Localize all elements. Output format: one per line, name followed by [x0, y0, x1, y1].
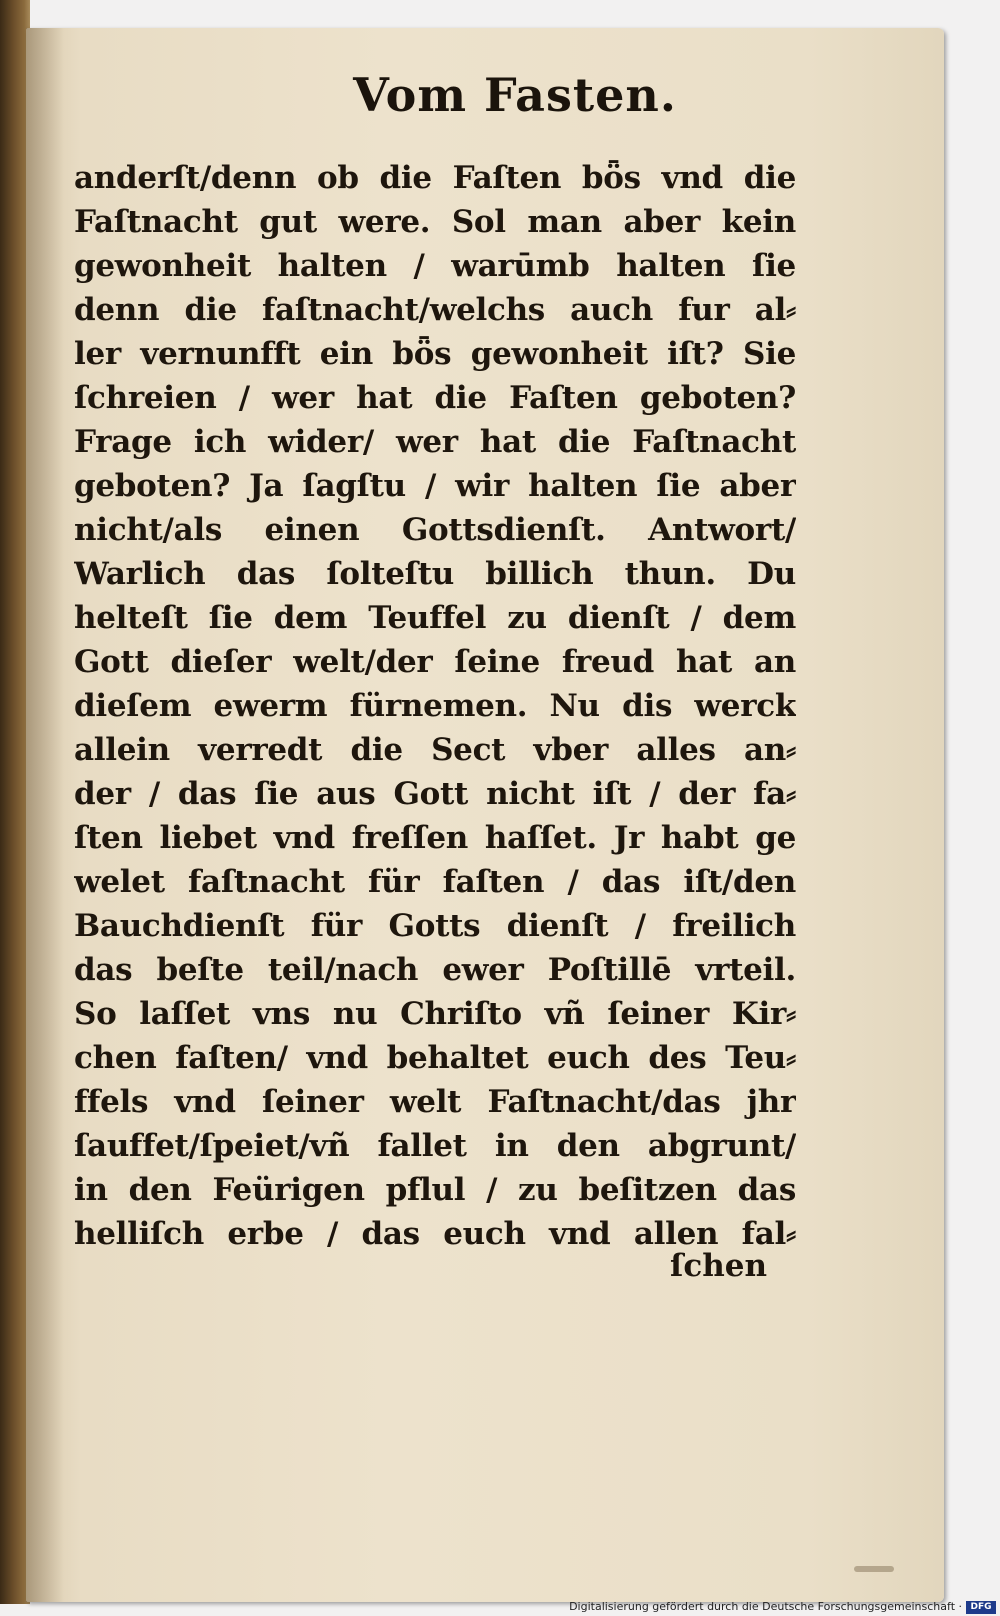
text-line: Gott dieſer welt/der ſeine freud hat an: [74, 644, 796, 680]
text-line: denn die faſtnacht/welchs auch fur al⸗: [74, 292, 796, 328]
catchword: ſchen: [670, 1248, 768, 1284]
text-line: geboten? Ja ſagſtu / wir halten ſie aber: [74, 468, 796, 504]
text-line: Bauchdienſt für Gotts dienſt / freilich: [74, 908, 796, 944]
text-line: ſchreien / wer hat die Faſten geboten?: [74, 380, 796, 416]
text-line: in den Feürigen pflul / zu beſitzen das: [74, 1172, 796, 1208]
text-line: So laſſet vns nu Chriſto vñ ſeiner Kir⸗: [74, 996, 796, 1032]
text-line: helliſch erbe / das euch vnd allen fal⸗: [74, 1216, 796, 1252]
text-line: allein verredt die Sect vber alles an⸗: [74, 732, 796, 768]
gutter-shadow: [26, 28, 64, 1602]
text-line: gewonheit halten / warūmb halten ſie: [74, 248, 796, 284]
digitization-credit: Digitalisierung gefördert durch die Deutsche Forschungsgemeinschaft ·: [569, 1600, 962, 1613]
dfg-logo: DFG: [966, 1601, 996, 1614]
text-line: anderſt/denn ob die Faſten bȫs vnd die: [74, 160, 796, 196]
text-line: der / das ſie aus Gott nicht iſt / der fa⸗: [74, 776, 796, 812]
text-line: nicht/als einen Gottsdienſt. Antwort/: [74, 512, 796, 548]
text-line: chen faſten/ vnd behaltet euch des Teu⸗: [74, 1040, 796, 1076]
text-line: ffels vnd ſeiner welt Faſtnacht/das jhr: [74, 1084, 796, 1120]
text-line: das beſte teil/nach ewer Poſtillē vrteil.: [74, 952, 796, 988]
text-line: Faſtnacht gut were. Sol man aber kein: [74, 204, 796, 240]
ink-stain: [854, 1566, 894, 1572]
text-line: ſten liebet vnd freſſen haſſet. Jr habt ge: [74, 820, 796, 856]
text-line: Frage ich wider/ wer hat die Faſtnacht: [74, 424, 796, 460]
text-line: ler vernunfft ein bȫs gewonheit iſt? Sie: [74, 336, 796, 372]
running-head: Vom Fasten.: [353, 68, 677, 122]
text-line: helteſt ſie dem Teuffel zu dienſt / dem: [74, 600, 796, 636]
text-line: dieſem ewerm fürnemen. Nu dis werck: [74, 688, 796, 724]
book-page: [26, 28, 944, 1602]
text-line: welet faſtnacht für faſten / das iſt/den: [74, 864, 796, 900]
body-text: [74, 156, 796, 1256]
text-line: ſauffet/ſpeiet/vñ fallet in den abgrunt/: [74, 1128, 796, 1164]
text-line: Warlich das ſolteſtu billich thun. Du: [74, 556, 796, 592]
